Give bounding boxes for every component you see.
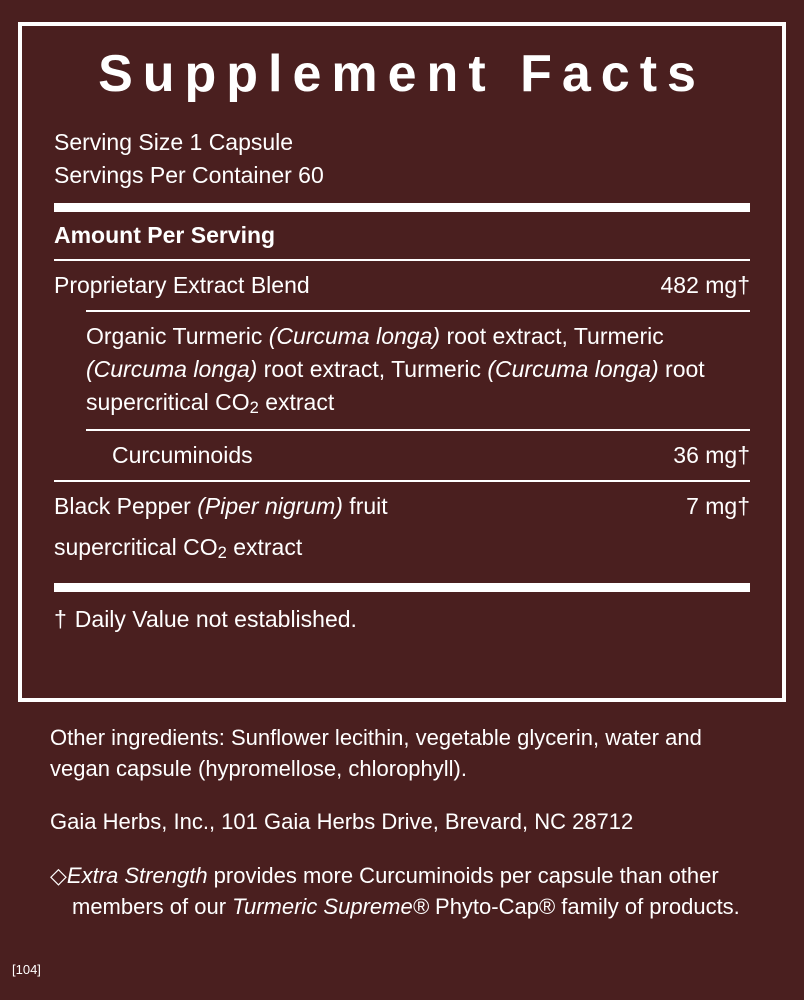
manufacturer-address: Gaia Herbs, Inc., 101 Gaia Herbs Drive, Brevard, NC 28712 (50, 809, 634, 835)
blend-desc-part2: root extract, Turmeric (440, 323, 664, 350)
black-pepper-label (54, 491, 686, 522)
black-pepper-latin: (Piper nigrum) (197, 493, 343, 520)
claim-turmeric-supreme: Turmeric Supreme® (232, 893, 429, 919)
diamond-icon: ◇ (50, 862, 67, 888)
footnote (22, 592, 782, 633)
blend-desc-latin-2: (Curcuma longa) (86, 356, 258, 383)
black-pepper-desc-part2: extract (226, 534, 303, 561)
black-pepper-amount: 7 mg† (686, 493, 750, 520)
amount-per-serving-header: Amount Per Serving (54, 222, 276, 249)
table-row (22, 431, 782, 480)
label-code: [104] (12, 962, 41, 977)
claim-part1: provides more Curcuminoids per capsule than other members of our (72, 862, 719, 919)
claim-part2: Phyto-Cap® family of products. (428, 893, 740, 919)
black-pepper-desc-part1: supercritical CO (54, 534, 218, 561)
footnote-dagger: † (54, 605, 67, 632)
proprietary-blend-label: Proprietary Extract Blend (54, 272, 310, 299)
extra-strength-claim (50, 860, 760, 922)
supplement-facts-panel (18, 22, 786, 702)
blend-description (22, 312, 782, 429)
blend-desc-subscript: 2 (249, 397, 259, 417)
claim-extra-strength: Extra Strength (66, 862, 208, 888)
curcuminoids-amount: 36 mg† (673, 442, 750, 469)
serving-size: Serving Size 1 Capsule (54, 129, 294, 155)
blend-desc-part1: Organic Turmeric (86, 323, 269, 350)
curcuminoids-label: Curcuminoids (112, 442, 253, 469)
divider-thick-bottom (54, 583, 750, 592)
table-row (22, 482, 782, 531)
blend-desc-latin-1: (Curcuma longa) (268, 323, 441, 350)
black-pepper-part1: Black Pepper (54, 493, 198, 520)
black-pepper-part2: fruit (342, 493, 388, 520)
serving-info (22, 126, 782, 191)
footnote-text: Daily Value not established. (74, 605, 357, 632)
servings-per-container: Servings Per Container 60 (54, 161, 324, 188)
black-pepper-description (22, 531, 782, 570)
blend-desc-part5: extract (258, 388, 335, 415)
blend-desc-part4: root supercritical CO (86, 356, 705, 415)
table-row (22, 261, 782, 310)
divider-thick-top (54, 203, 750, 212)
blend-desc-part3: root extract, Turmeric (257, 356, 488, 383)
other-ingredients: Other ingredients: Sunflower lecithin, vegetable glycerin, water and vegan capsule (hypromellose, chlorophyll). (50, 725, 702, 782)
black-pepper-desc-subscript: 2 (217, 543, 227, 563)
blend-desc-latin-3: (Curcuma longa) (487, 356, 659, 383)
page-title: Supplement Facts (98, 45, 706, 103)
proprietary-blend-amount: 482 mg† (660, 272, 750, 299)
label-footer (50, 722, 760, 944)
